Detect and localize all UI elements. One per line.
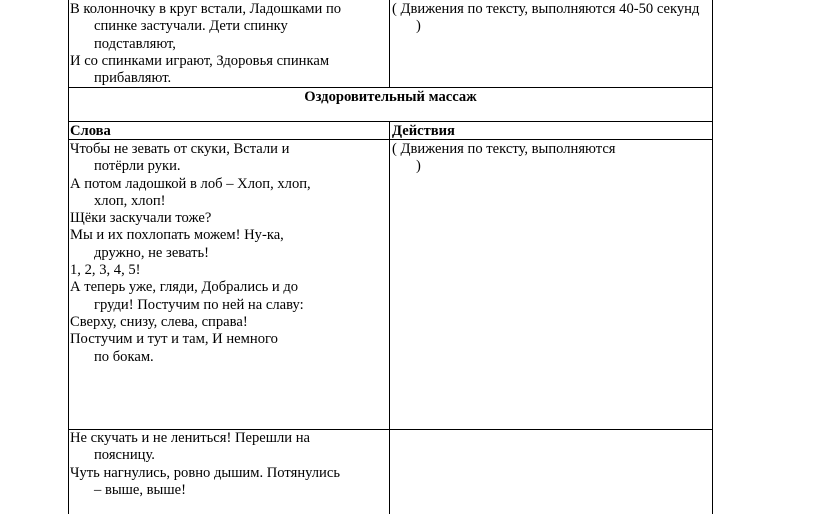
row1-words-cell (70, 1, 385, 87)
header-words: Слова (70, 123, 111, 139)
verse-line: Сверху, снизу, слева, справа! (70, 313, 248, 330)
row1-words-line: В колонночку в круг встали, Ладошками по спинке застучали. Дети спинку подставляют, (70, 1, 342, 52)
verse-line: 1, 2, 3, 4, 5! (70, 262, 141, 279)
row2-actions-text: ( Движения по тексту, выполняются ) (392, 141, 616, 175)
verse-line: Мы и их похлопать можем! Ну-ка, дружно, не зевать! (70, 227, 284, 261)
row1-actions-cell (392, 1, 710, 36)
row2-actions-cell (392, 141, 710, 176)
row1-actions-text: ( Движения по тексту, выполняются 40-50 секунд ) (392, 1, 700, 35)
document-table (68, 0, 713, 514)
verse-line: Щёки заскучали тоже? (70, 210, 212, 227)
section-title: Оздоровительный массаж (304, 89, 477, 105)
header-actions: Действия (392, 123, 455, 139)
column-divider-bottom (389, 121, 390, 514)
row2-words-cell (70, 141, 385, 366)
verse-line: Не скучать и не лениться! Перешли на поясницу. (70, 430, 311, 464)
verse-line: Постучим и тут и там, И немного по бокам. (70, 331, 278, 365)
row-border-3 (68, 139, 713, 140)
column-divider-top (389, 0, 390, 88)
verse-line: А потом ладошкой в лоб – Хлоп, хлоп, хлоп, хлоп! (70, 175, 311, 209)
row-border-2 (68, 121, 713, 122)
verse-line: Чуть нагнулись, ровно дышим. Потянулись – выше, выше! (70, 464, 341, 498)
table-border-right (712, 0, 713, 514)
table-border-left (68, 0, 69, 514)
verse-line: А теперь уже, гляди, Добрались и до груди! Постучим по ней на славу: (70, 279, 304, 313)
verse-line: Чтобы не зевать от скуки, Встали и потёрли руки. (70, 141, 290, 175)
row3-words-cell (70, 430, 385, 499)
row1-words-line: И со спинками играют, Здоровья спинкам прибавляют. (70, 52, 330, 87)
